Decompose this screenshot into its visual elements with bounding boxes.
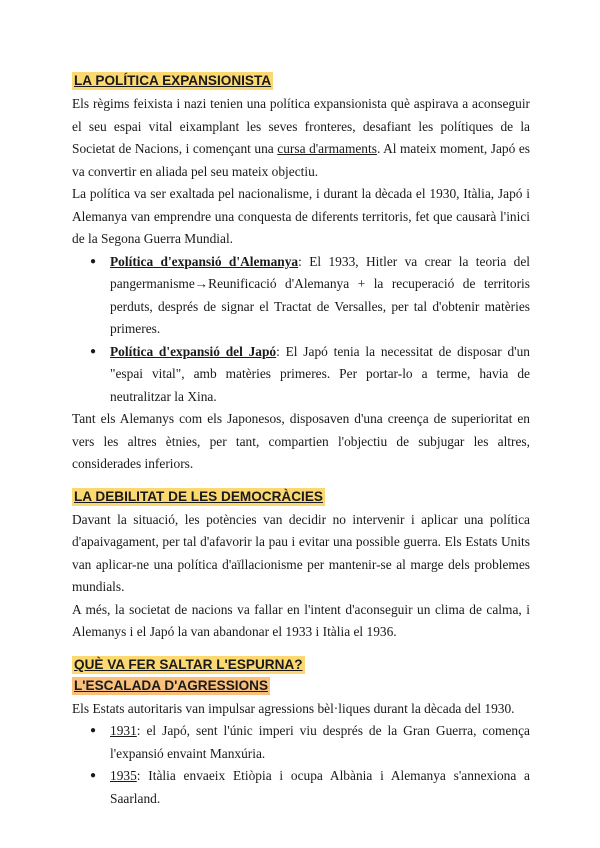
section-title-spark: QUÈ VA FER SALTAR L'ESPURNA? bbox=[74, 656, 303, 672]
paragraph: A més, la societat de nacions va fallar en l'intent d'aconseguir un clima de calma, i Alemanys i el Japó la van abandonar el 1933 i Itàlia el 1936. bbox=[72, 601, 530, 639]
bullet-list bbox=[72, 720, 530, 810]
paragraph bbox=[72, 93, 530, 183]
section-subtitle-escalation: L'ESCALADA D'AGRESSIONS bbox=[74, 677, 269, 693]
list-item-text: : El 1933, Hitler va crear la teoria del pangermanisme→Reunificació d'Alemanya + la recuperació de territoris perduts, després de signar el Tractat de Versalles, per tal d'obtenir matèries primeres. bbox=[110, 253, 530, 336]
list-item-year: 1935 bbox=[110, 768, 137, 783]
bullet-icon: ● bbox=[90, 770, 97, 781]
list-item-text: : Itàlia envaeix Etiòpia i ocupa Albània i Alemanya s'annexiona a Saarland. bbox=[110, 768, 530, 806]
bullet-icon: ● bbox=[90, 255, 97, 267]
paragraph-text: . Al mateix moment, Japó es va convertir en aliada pel seu mateix objectiu. bbox=[72, 141, 530, 179]
list-item-text: : El Japó tenia la necessitat de disposar d'un "espai vital", amb matèries primeres. Per portar-lo a terme, havia de neutralitzar la Xina. bbox=[110, 343, 530, 404]
list-item-term: Política d'expansió del Japó bbox=[110, 343, 277, 359]
bullet-list bbox=[72, 251, 530, 409]
list-item-text: : el Japó, sent l'únic imperi viu després de la Gran Guerra, comença l'expansió envaint Manxúria. bbox=[110, 723, 530, 761]
list-item-year: 1931 bbox=[110, 723, 137, 738]
list-item bbox=[90, 765, 530, 810]
paragraph: Davant la situació, les potències van decidir no intervenir i aplicar una política d'apaivagament, per tal d'afavorir la pau i evitar una possible guerra. Els Estats Units van aplicar-ne una política d'aïllacionisme per mantenir-se al marge dels problemes mundials. bbox=[72, 511, 530, 594]
list-item bbox=[90, 341, 530, 409]
section-title-democracies: LA DEBILITAT DE LES DEMOCRÀCIES bbox=[74, 488, 323, 504]
paragraph: Els Estats autoritaris van impulsar agressions bèl·liques durant la dècada del 1930. bbox=[72, 700, 515, 716]
paragraph: La política va ser exaltada pel nacionalisme, i durant la dècada el 1930, Itàlia, Japó i Alemanya van emprendre una conquesta de diferents territoris, fet que causarà l'inici de la Segona Guerra Mundial. bbox=[72, 186, 530, 246]
paragraph-text: Els règims feixista i nazi tenien una política expansionista què aspirava a aconseguir el seu espai vital eixamplant les seves fronteres, desafiant les polítiques de la Societat de Nacions, i començant una bbox=[72, 96, 530, 156]
section-title-expansionism: LA POLÍTICA EXPANSIONISTA bbox=[74, 73, 272, 88]
bullet-icon: ● bbox=[90, 345, 97, 357]
document-page bbox=[72, 70, 530, 810]
list-item bbox=[90, 251, 530, 341]
arms-race-link: cursa d'armaments bbox=[277, 141, 377, 156]
list-item bbox=[90, 720, 530, 765]
list-item-term: Política d'expansió d'Alemanya bbox=[110, 253, 299, 269]
paragraph: Tant els Alemanys com els Japonesos, disposaven d'una creença de superioritat en vers les altres ètnies, per tant, compartien l'objectiu de subjugar les altres, considerades inferiors. bbox=[72, 411, 530, 471]
bullet-icon: ● bbox=[90, 725, 97, 736]
